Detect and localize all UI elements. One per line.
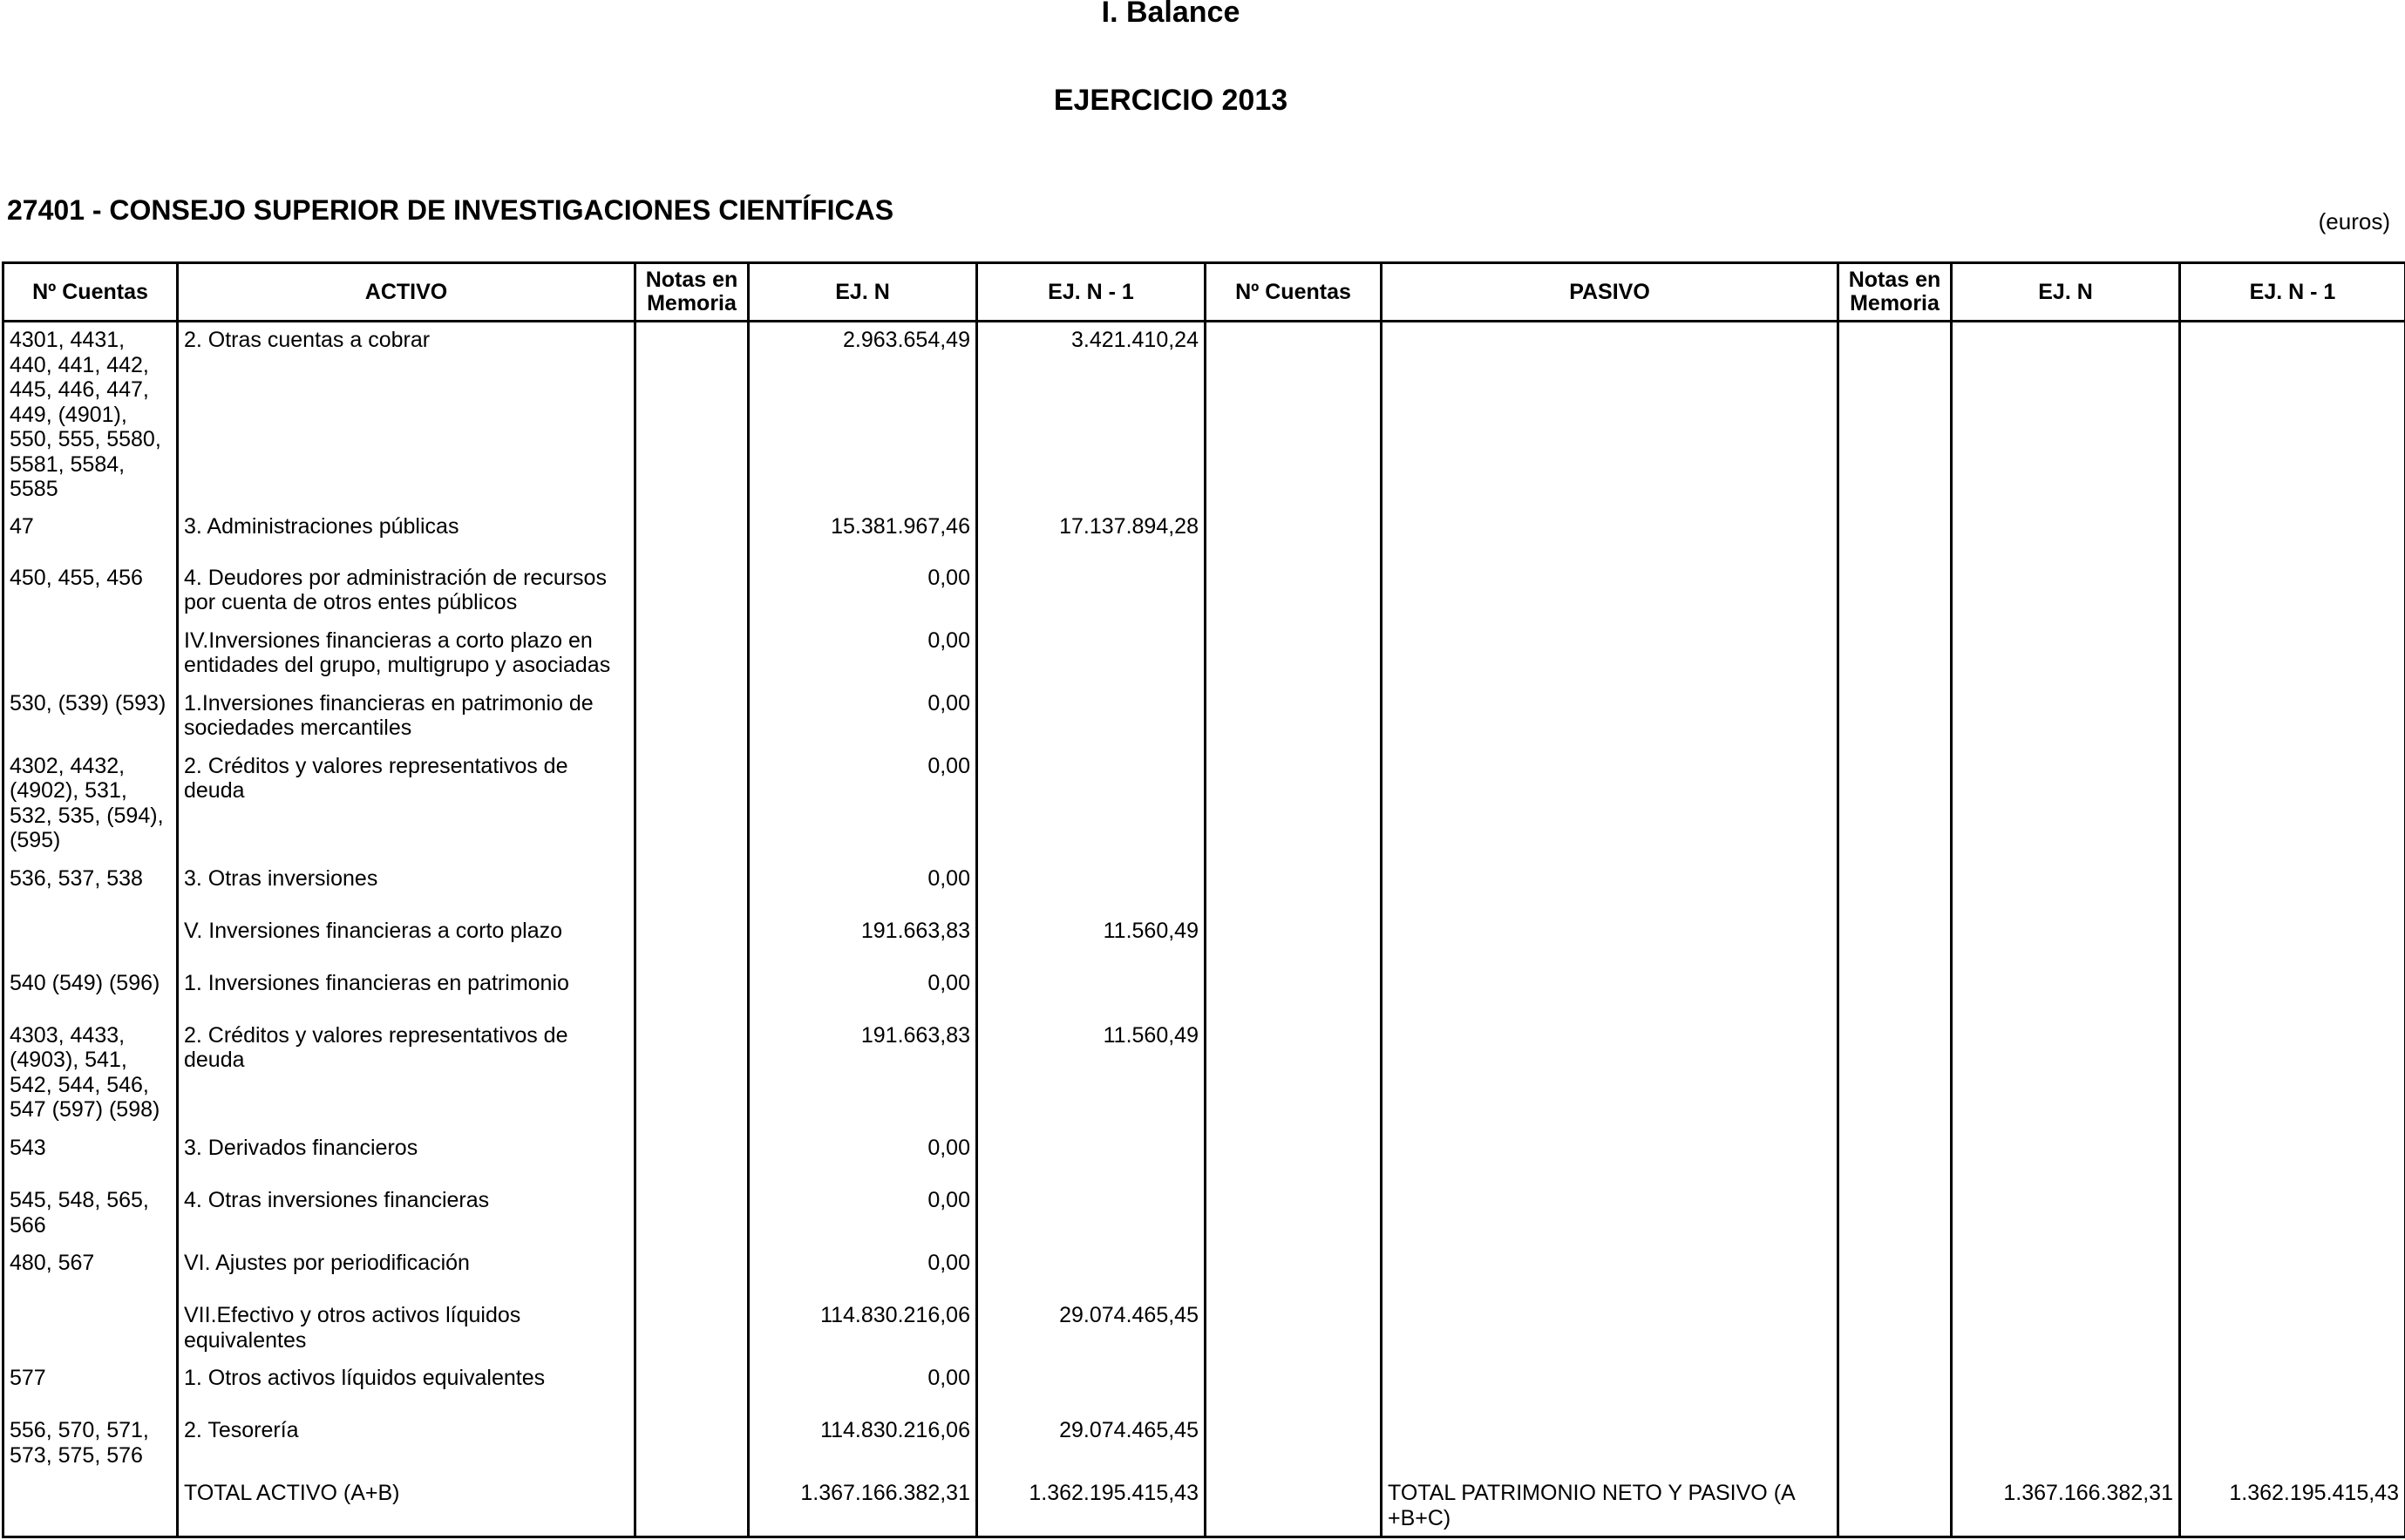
table-row — [3, 623, 2405, 686]
pasivo-account-numbers-cell — [1206, 686, 1382, 749]
account-numbers-cell: 530, (539) (593) — [3, 686, 178, 749]
column-header-pasivo: PASIVO — [1382, 263, 1838, 322]
activo-notes-cell — [635, 1413, 749, 1476]
page-title: I. Balance — [1101, 0, 1240, 29]
activo-concept-cell: 3. Administraciones públicas — [178, 509, 635, 560]
activo-ej-n1-cell: 11.560,49 — [977, 913, 1206, 966]
activo-concept-cell: 3. Derivados financieros — [178, 1130, 635, 1183]
pasivo-account-numbers-cell — [1206, 1360, 1382, 1413]
table-row — [3, 1298, 2405, 1360]
pasivo-ej-n1-cell — [2180, 1130, 2405, 1183]
pasivo-concept-cell — [1382, 913, 1838, 966]
activo-concept-cell: 1.Inversiones financieras en patrimonio de sociedades mercantiles — [178, 686, 635, 749]
activo-ej-n-cell: 191.663,83 — [749, 1018, 977, 1130]
pasivo-concept-cell — [1382, 1298, 1838, 1360]
activo-concept-cell: 2. Tesorería — [178, 1413, 635, 1476]
pasivo-ej-n-cell — [1952, 509, 2180, 560]
activo-ej-n1-cell: 17.137.894,28 — [977, 509, 1206, 560]
pasivo-ej-n-cell — [1952, 1413, 2180, 1476]
column-header-cuentas-pasivo: Nº Cuentas — [1206, 263, 1382, 322]
pasivo-ej-n-cell — [1952, 966, 2180, 1018]
activo-ej-n-cell: 191.663,83 — [749, 913, 977, 966]
activo-ej-n1-cell — [977, 861, 1206, 913]
pasivo-ej-n-cell — [1952, 749, 2180, 861]
table-row — [3, 1476, 2405, 1537]
activo-ej-n1-cell: 11.560,49 — [977, 1018, 1206, 1130]
activo-notes-cell — [635, 1018, 749, 1130]
account-numbers-cell: 543 — [3, 1130, 178, 1183]
pasivo-ej-n-cell: 1.367.166.382,31 — [1952, 1476, 2180, 1537]
account-numbers-cell — [3, 1476, 178, 1537]
pasivo-ej-n1-cell — [2180, 861, 2405, 913]
pasivo-concept-cell — [1382, 861, 1838, 913]
pasivo-ej-n-cell — [1952, 913, 2180, 966]
activo-ej-n1-cell: 1.362.195.415,43 — [977, 1476, 1206, 1537]
activo-ej-n-cell: 0,00 — [749, 1360, 977, 1413]
pasivo-account-numbers-cell — [1206, 1018, 1382, 1130]
activo-ej-n-cell: 0,00 — [749, 966, 977, 1018]
activo-ej-n-cell: 0,00 — [749, 560, 977, 623]
pasivo-ej-n-cell — [1952, 1018, 2180, 1130]
column-header-ej-n1-activo: EJ. N - 1 — [977, 263, 1206, 322]
account-numbers-cell — [3, 913, 178, 966]
column-header-cuentas-activo: Nº Cuentas — [3, 263, 178, 322]
activo-ej-n1-cell — [977, 1183, 1206, 1245]
pasivo-account-numbers-cell — [1206, 1298, 1382, 1360]
activo-notes-cell — [635, 1476, 749, 1537]
activo-concept-cell: V. Inversiones financieras a corto plazo — [178, 913, 635, 966]
pasivo-account-numbers-cell — [1206, 913, 1382, 966]
pasivo-notes-cell — [1838, 1413, 1952, 1476]
activo-ej-n-cell: 0,00 — [749, 1183, 977, 1245]
pasivo-account-numbers-cell — [1206, 509, 1382, 560]
activo-notes-cell — [635, 749, 749, 861]
pasivo-ej-n1-cell — [2180, 913, 2405, 966]
pasivo-concept-cell — [1382, 1183, 1838, 1245]
activo-ej-n1-cell: 29.074.465,45 — [977, 1413, 1206, 1476]
pasivo-notes-cell — [1838, 1130, 1952, 1183]
activo-ej-n1-cell: 29.074.465,45 — [977, 1298, 1206, 1360]
account-numbers-cell: 536, 537, 538 — [3, 861, 178, 913]
pasivo-account-numbers-cell — [1206, 1130, 1382, 1183]
table-row — [3, 686, 2405, 749]
account-numbers-cell: 450, 455, 456 — [3, 560, 178, 623]
pasivo-notes-cell — [1838, 1183, 1952, 1245]
pasivo-ej-n1-cell — [2180, 1183, 2405, 1245]
table-row — [3, 560, 2405, 623]
pasivo-concept-cell — [1382, 686, 1838, 749]
account-numbers-cell: 577 — [3, 1360, 178, 1413]
pasivo-account-numbers-cell — [1206, 322, 1382, 509]
activo-ej-n1-cell — [977, 1130, 1206, 1183]
pasivo-concept-cell: TOTAL PATRIMONIO NETO Y PASIVO (A +B+C) — [1382, 1476, 1838, 1537]
table-row — [3, 966, 2405, 1018]
pasivo-ej-n-cell — [1952, 1183, 2180, 1245]
activo-ej-n1-cell — [977, 966, 1206, 1018]
pasivo-ej-n1-cell — [2180, 509, 2405, 560]
pasivo-ej-n1-cell — [2180, 1245, 2405, 1298]
activo-ej-n1-cell — [977, 623, 1206, 686]
pasivo-notes-cell — [1838, 1298, 1952, 1360]
activo-ej-n-cell: 114.830.216,06 — [749, 1298, 977, 1360]
pasivo-ej-n-cell — [1952, 322, 2180, 509]
pasivo-notes-cell — [1838, 322, 1952, 509]
activo-ej-n1-cell — [977, 1245, 1206, 1298]
pasivo-ej-n-cell — [1952, 861, 2180, 913]
activo-concept-cell: 3. Otras inversiones — [178, 861, 635, 913]
pasivo-notes-cell — [1838, 861, 1952, 913]
account-numbers-cell — [3, 623, 178, 686]
table-row — [3, 1413, 2405, 1476]
pasivo-ej-n1-cell — [2180, 623, 2405, 686]
activo-ej-n-cell: 0,00 — [749, 686, 977, 749]
balance-table-body — [3, 322, 2405, 1537]
pasivo-account-numbers-cell — [1206, 1476, 1382, 1537]
pasivo-ej-n-cell — [1952, 1130, 2180, 1183]
account-numbers-cell: 4303, 4433, (4903), 541, 542, 544, 546, 547 (597) (598) — [3, 1018, 178, 1130]
pasivo-ej-n1-cell — [2180, 1018, 2405, 1130]
activo-concept-cell: 1. Otros activos líquidos equivalentes — [178, 1360, 635, 1413]
column-header-notas-pasivo: Notas en Memoria — [1838, 263, 1952, 322]
pasivo-ej-n1-cell — [2180, 966, 2405, 1018]
table-row — [3, 1245, 2405, 1298]
pasivo-account-numbers-cell — [1206, 623, 1382, 686]
column-header-notas-activo: Notas en Memoria — [635, 263, 749, 322]
pasivo-notes-cell — [1838, 749, 1952, 861]
pasivo-ej-n-cell — [1952, 1298, 2180, 1360]
pasivo-concept-cell — [1382, 1245, 1838, 1298]
activo-ej-n-cell: 114.830.216,06 — [749, 1413, 977, 1476]
activo-notes-cell — [635, 1298, 749, 1360]
pasivo-notes-cell — [1838, 913, 1952, 966]
pasivo-ej-n-cell — [1952, 1245, 2180, 1298]
activo-concept-cell: 4. Deudores por administración de recursos por cuenta de otros entes públicos — [178, 560, 635, 623]
pasivo-concept-cell — [1382, 966, 1838, 1018]
pasivo-account-numbers-cell — [1206, 1413, 1382, 1476]
pasivo-ej-n1-cell — [2180, 322, 2405, 509]
activo-notes-cell — [635, 560, 749, 623]
pasivo-account-numbers-cell — [1206, 1245, 1382, 1298]
pasivo-ej-n1-cell — [2180, 1298, 2405, 1360]
activo-notes-cell — [635, 1245, 749, 1298]
activo-concept-cell: 2. Otras cuentas a cobrar — [178, 322, 635, 509]
activo-ej-n1-cell: 3.421.410,24 — [977, 322, 1206, 509]
pasivo-ej-n1-cell — [2180, 560, 2405, 623]
activo-concept-cell: 2. Créditos y valores representativos de deuda — [178, 749, 635, 861]
activo-concept-cell: TOTAL ACTIVO (A+B) — [178, 1476, 635, 1537]
pasivo-ej-n-cell — [1952, 623, 2180, 686]
account-numbers-cell: 47 — [3, 509, 178, 560]
pasivo-concept-cell — [1382, 749, 1838, 861]
table-header-row — [3, 263, 2405, 322]
balance-table — [2, 261, 2405, 1538]
table-row — [3, 861, 2405, 913]
activo-concept-cell: VII.Efectivo y otros activos líquidos equivalentes — [178, 1298, 635, 1360]
currency-note: (euros) — [2318, 208, 2390, 234]
activo-concept-cell: 2. Créditos y valores representativos de deuda — [178, 1018, 635, 1130]
pasivo-concept-cell — [1382, 322, 1838, 509]
pasivo-account-numbers-cell — [1206, 861, 1382, 913]
pasivo-notes-cell — [1838, 966, 1952, 1018]
pasivo-concept-cell — [1382, 1360, 1838, 1413]
activo-notes-cell — [635, 1130, 749, 1183]
activo-notes-cell — [635, 913, 749, 966]
pasivo-account-numbers-cell — [1206, 560, 1382, 623]
activo-ej-n-cell: 1.367.166.382,31 — [749, 1476, 977, 1537]
activo-notes-cell — [635, 861, 749, 913]
account-numbers-cell: 480, 567 — [3, 1245, 178, 1298]
table-row — [3, 913, 2405, 966]
pasivo-ej-n1-cell — [2180, 1360, 2405, 1413]
pasivo-notes-cell — [1838, 1245, 1952, 1298]
activo-concept-cell: IV.Inversiones financieras a corto plazo en entidades del grupo, multigrupo y asociadas — [178, 623, 635, 686]
account-numbers-cell: 556, 570, 571, 573, 575, 576 — [3, 1413, 178, 1476]
pasivo-concept-cell — [1382, 1413, 1838, 1476]
activo-notes-cell — [635, 1183, 749, 1245]
pasivo-ej-n1-cell — [2180, 1413, 2405, 1476]
activo-notes-cell — [635, 1360, 749, 1413]
activo-ej-n-cell: 15.381.967,46 — [749, 509, 977, 560]
pasivo-notes-cell — [1838, 1360, 1952, 1413]
activo-ej-n1-cell — [977, 560, 1206, 623]
activo-notes-cell — [635, 966, 749, 1018]
activo-ej-n1-cell — [977, 749, 1206, 861]
pasivo-ej-n1-cell — [2180, 749, 2405, 861]
account-numbers-cell: 4301, 4431, 440, 441, 442, 445, 446, 447, 449, (4901), 550, 555, 5580, 5581, 5584, 5585 — [3, 322, 178, 509]
pasivo-account-numbers-cell — [1206, 749, 1382, 861]
activo-ej-n-cell: 2.963.654,49 — [749, 322, 977, 509]
activo-notes-cell — [635, 623, 749, 686]
activo-notes-cell — [635, 322, 749, 509]
pasivo-concept-cell — [1382, 623, 1838, 686]
pasivo-account-numbers-cell — [1206, 966, 1382, 1018]
pasivo-concept-cell — [1382, 560, 1838, 623]
activo-ej-n-cell: 0,00 — [749, 749, 977, 861]
activo-ej-n-cell: 0,00 — [749, 861, 977, 913]
activo-ej-n1-cell — [977, 1360, 1206, 1413]
account-numbers-cell: 545, 548, 565, 566 — [3, 1183, 178, 1245]
column-header-ej-n1-pasivo: EJ. N - 1 — [2180, 263, 2405, 322]
activo-ej-n1-cell — [977, 686, 1206, 749]
pasivo-notes-cell — [1838, 686, 1952, 749]
activo-notes-cell — [635, 686, 749, 749]
table-row — [3, 322, 2405, 509]
entity-title: 27401 - CONSEJO SUPERIOR DE INVESTIGACIONES CIENTÍFICAS — [7, 194, 894, 226]
activo-notes-cell — [635, 509, 749, 560]
account-numbers-cell — [3, 1298, 178, 1360]
activo-concept-cell: 1. Inversiones financieras en patrimonio — [178, 966, 635, 1018]
table-row — [3, 1183, 2405, 1245]
column-header-activo: ACTIVO — [178, 263, 635, 322]
pasivo-account-numbers-cell — [1206, 1183, 1382, 1245]
activo-ej-n-cell: 0,00 — [749, 623, 977, 686]
table-row — [3, 1130, 2405, 1183]
table-row — [3, 749, 2405, 861]
pasivo-ej-n1-cell — [2180, 686, 2405, 749]
activo-ej-n-cell: 0,00 — [749, 1245, 977, 1298]
account-numbers-cell: 4302, 4432, (4902), 531, 532, 535, (594), (595) — [3, 749, 178, 861]
pasivo-ej-n-cell — [1952, 1360, 2180, 1413]
table-row — [3, 1360, 2405, 1413]
exercise-title: EJERCICIO 2013 — [1053, 84, 1288, 117]
pasivo-concept-cell — [1382, 1130, 1838, 1183]
account-numbers-cell: 540 (549) (596) — [3, 966, 178, 1018]
column-header-ej-n-pasivo: EJ. N — [1952, 263, 2180, 322]
pasivo-ej-n-cell — [1952, 560, 2180, 623]
column-header-ej-n-activo: EJ. N — [749, 263, 977, 322]
pasivo-concept-cell — [1382, 509, 1838, 560]
pasivo-notes-cell — [1838, 1476, 1952, 1537]
pasivo-ej-n-cell — [1952, 686, 2180, 749]
activo-concept-cell: 4. Otras inversiones financieras — [178, 1183, 635, 1245]
pasivo-concept-cell — [1382, 1018, 1838, 1130]
table-row — [3, 1018, 2405, 1130]
pasivo-notes-cell — [1838, 560, 1952, 623]
activo-ej-n-cell: 0,00 — [749, 1130, 977, 1183]
activo-concept-cell: VI. Ajustes por periodificación — [178, 1245, 635, 1298]
pasivo-notes-cell — [1838, 623, 1952, 686]
table-row — [3, 509, 2405, 560]
pasivo-notes-cell — [1838, 509, 1952, 560]
pasivo-ej-n1-cell: 1.362.195.415,43 — [2180, 1476, 2405, 1537]
pasivo-notes-cell — [1838, 1018, 1952, 1130]
